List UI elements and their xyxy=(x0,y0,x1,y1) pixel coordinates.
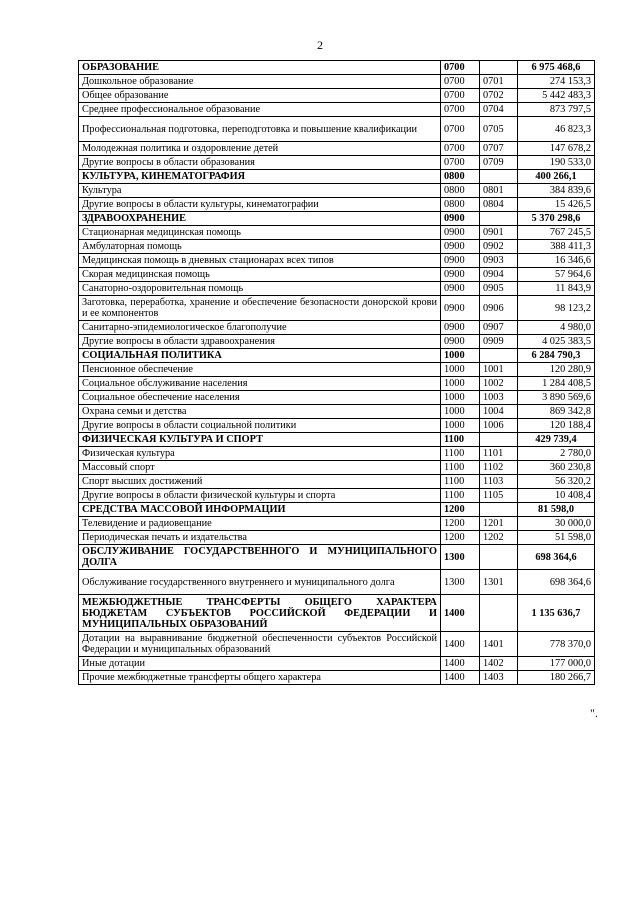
row-section-code-cell: 0900 xyxy=(441,254,480,268)
row-section-code-cell: 0900 xyxy=(441,212,480,226)
row-section-code-cell: 0700 xyxy=(441,142,480,156)
row-subsection-code-cell: 0904 xyxy=(480,268,518,282)
row-amount-cell: 1 284 408,5 xyxy=(518,377,595,391)
row-name-cell: МЕЖБЮДЖЕТНЫЕ ТРАНСФЕРТЫ ОБЩЕГО ХАРАКТЕРА БЮДЖЕТАМ СУБЪЕКТОВ РОССИЙСКОЙ ФЕДЕРАЦИИ И МУНИЦИПАЛЬНЫХ ОБРАЗОВАНИЙ xyxy=(79,595,441,632)
row-name-cell: Социальное обслуживание населения xyxy=(79,377,441,391)
section-row xyxy=(79,170,595,184)
row-section-code-cell: 0700 xyxy=(441,103,480,117)
row-name-cell: Спорт высших достижений xyxy=(79,475,441,489)
row-section-code-cell: 1100 xyxy=(441,433,480,447)
row-section-code-cell: 1000 xyxy=(441,363,480,377)
row-subsection-code-cell: 0909 xyxy=(480,335,518,349)
table-row xyxy=(79,391,595,405)
table-row xyxy=(79,489,595,503)
row-amount-cell: 120 280,9 xyxy=(518,363,595,377)
row-amount-cell: 778 370,0 xyxy=(518,632,595,657)
section-row xyxy=(79,433,595,447)
section-row xyxy=(79,595,595,632)
row-amount-cell: 56 320,2 xyxy=(518,475,595,489)
row-name-cell: Дошкольное образование xyxy=(79,75,441,89)
table-row xyxy=(79,103,595,117)
row-section-code-cell: 0700 xyxy=(441,117,480,142)
row-section-code-cell: 1300 xyxy=(441,570,480,595)
row-name-cell: Другие вопросы в области культуры, кинематографии xyxy=(79,198,441,212)
row-amount-cell: 698 364,6 xyxy=(518,545,595,570)
row-section-code-cell: 0700 xyxy=(441,61,480,75)
row-amount-cell: 3 890 569,6 xyxy=(518,391,595,405)
table-row xyxy=(79,517,595,531)
row-amount-cell: 16 346,6 xyxy=(518,254,595,268)
row-amount-cell: 873 797,5 xyxy=(518,103,595,117)
table-row xyxy=(79,447,595,461)
row-subsection-code-cell: 1004 xyxy=(480,405,518,419)
row-name-cell: ФИЗИЧЕСКАЯ КУЛЬТУРА И СПОРТ xyxy=(79,433,441,447)
row-section-code-cell: 0800 xyxy=(441,170,480,184)
row-amount-cell: 429 739,4 xyxy=(518,433,595,447)
row-name-cell: СОЦИАЛЬНАЯ ПОЛИТИКА xyxy=(79,349,441,363)
row-subsection-code-cell: 0705 xyxy=(480,117,518,142)
row-amount-cell: 274 153,3 xyxy=(518,75,595,89)
row-subsection-code-cell: 1403 xyxy=(480,671,518,685)
row-subsection-code-cell xyxy=(480,349,518,363)
row-subsection-code-cell xyxy=(480,545,518,570)
table-row xyxy=(79,89,595,103)
row-amount-cell: 180 266,7 xyxy=(518,671,595,685)
row-section-code-cell: 1400 xyxy=(441,595,480,632)
row-subsection-code-cell: 1202 xyxy=(480,531,518,545)
row-amount-cell: 767 245,5 xyxy=(518,226,595,240)
row-section-code-cell: 0800 xyxy=(441,198,480,212)
budget-table xyxy=(78,60,595,685)
row-section-code-cell: 1200 xyxy=(441,531,480,545)
row-section-code-cell: 1000 xyxy=(441,405,480,419)
row-amount-cell: 46 823,3 xyxy=(518,117,595,142)
table-row xyxy=(79,461,595,475)
row-subsection-code-cell: 0902 xyxy=(480,240,518,254)
table-row xyxy=(79,321,595,335)
row-subsection-code-cell xyxy=(480,170,518,184)
row-amount-cell: 5 442 483,3 xyxy=(518,89,595,103)
table-row xyxy=(79,475,595,489)
row-name-cell: Санаторно-оздоровительная помощь xyxy=(79,282,441,296)
row-subsection-code-cell: 0905 xyxy=(480,282,518,296)
row-section-code-cell: 1200 xyxy=(441,503,480,517)
table-row xyxy=(79,405,595,419)
table-row xyxy=(79,570,595,595)
row-amount-cell: 11 843,9 xyxy=(518,282,595,296)
page-number: 2 xyxy=(317,38,323,52)
table-row xyxy=(79,156,595,170)
row-subsection-code-cell xyxy=(480,595,518,632)
table-row xyxy=(79,335,595,349)
row-subsection-code-cell: 1402 xyxy=(480,657,518,671)
row-section-code-cell: 0900 xyxy=(441,240,480,254)
row-section-code-cell: 0700 xyxy=(441,75,480,89)
row-amount-cell: 51 598,0 xyxy=(518,531,595,545)
row-name-cell: Физическая культура xyxy=(79,447,441,461)
row-name-cell: Заготовка, переработка, хранение и обеспечение безопасности донорской крови и ее компонентов xyxy=(79,296,441,321)
table-row xyxy=(79,419,595,433)
table-row xyxy=(79,363,595,377)
row-subsection-code-cell: 1401 xyxy=(480,632,518,657)
row-name-cell: Санитарно-эпидемиологическое благополучие xyxy=(79,321,441,335)
row-section-code-cell: 0900 xyxy=(441,226,480,240)
row-name-cell: Социальное обеспечение населения xyxy=(79,391,441,405)
row-section-code-cell: 0900 xyxy=(441,335,480,349)
row-subsection-code-cell: 1006 xyxy=(480,419,518,433)
row-section-code-cell: 1400 xyxy=(441,632,480,657)
row-section-code-cell: 1100 xyxy=(441,475,480,489)
row-name-cell: Общее образование xyxy=(79,89,441,103)
table-row xyxy=(79,632,595,657)
row-name-cell: Иные дотации xyxy=(79,657,441,671)
row-section-code-cell: 1400 xyxy=(441,657,480,671)
table-row xyxy=(79,254,595,268)
row-name-cell: СРЕДСТВА МАССОВОЙ ИНФОРМАЦИИ xyxy=(79,503,441,517)
row-subsection-code-cell: 0901 xyxy=(480,226,518,240)
section-row xyxy=(79,545,595,570)
section-row xyxy=(79,61,595,75)
row-section-code-cell: 0900 xyxy=(441,282,480,296)
row-section-code-cell: 1100 xyxy=(441,489,480,503)
row-subsection-code-cell: 0704 xyxy=(480,103,518,117)
row-name-cell: ОБСЛУЖИВАНИЕ ГОСУДАРСТВЕННОГО И МУНИЦИПАЛЬНОГО ДОЛГА xyxy=(79,545,441,570)
row-name-cell: Медицинская помощь в дневных стационарах всех типов xyxy=(79,254,441,268)
row-name-cell: Другие вопросы в области социальной политики xyxy=(79,419,441,433)
row-subsection-code-cell: 0801 xyxy=(480,184,518,198)
row-subsection-code-cell: 1103 xyxy=(480,475,518,489)
row-name-cell: КУЛЬТУРА, КИНЕМАТОГРАФИЯ xyxy=(79,170,441,184)
row-amount-cell: 6 975 468,6 xyxy=(518,61,595,75)
table-row xyxy=(79,377,595,391)
table-row xyxy=(79,531,595,545)
row-name-cell: Телевидение и радиовещание xyxy=(79,517,441,531)
row-amount-cell: 10 408,4 xyxy=(518,489,595,503)
row-name-cell: Дотации на выравнивание бюджетной обеспеченности субъектов Российской Федерации и муниципальных образований xyxy=(79,632,441,657)
row-name-cell: Периодическая печать и издательства xyxy=(79,531,441,545)
row-amount-cell: 384 839,6 xyxy=(518,184,595,198)
row-section-code-cell: 1100 xyxy=(441,461,480,475)
row-amount-cell: 177 000,0 xyxy=(518,657,595,671)
row-name-cell: Массовый спорт xyxy=(79,461,441,475)
row-subsection-code-cell: 0903 xyxy=(480,254,518,268)
row-subsection-code-cell: 0906 xyxy=(480,296,518,321)
row-section-code-cell: 1000 xyxy=(441,377,480,391)
row-amount-cell: 30 000,0 xyxy=(518,517,595,531)
row-subsection-code-cell: 1002 xyxy=(480,377,518,391)
row-amount-cell: 4 025 383,5 xyxy=(518,335,595,349)
row-amount-cell: 360 230,8 xyxy=(518,461,595,475)
row-name-cell: Профессиональная подготовка, переподготовка и повышение квалификации xyxy=(79,117,441,142)
row-subsection-code-cell: 0709 xyxy=(480,156,518,170)
row-section-code-cell: 1000 xyxy=(441,349,480,363)
row-amount-cell: 120 188,4 xyxy=(518,419,595,433)
row-name-cell: Охрана семьи и детства xyxy=(79,405,441,419)
row-subsection-code-cell: 1101 xyxy=(480,447,518,461)
row-name-cell: Прочие межбюджетные трансферты общего характера xyxy=(79,671,441,685)
row-name-cell: ЗДРАВООХРАНЕНИЕ xyxy=(79,212,441,226)
row-subsection-code-cell: 1003 xyxy=(480,391,518,405)
row-subsection-code-cell: 1105 xyxy=(480,489,518,503)
table-row xyxy=(79,184,595,198)
row-amount-cell: 147 678,2 xyxy=(518,142,595,156)
row-subsection-code-cell xyxy=(480,212,518,226)
table-row xyxy=(79,226,595,240)
table-row xyxy=(79,198,595,212)
row-section-code-cell: 0700 xyxy=(441,156,480,170)
section-row xyxy=(79,503,595,517)
row-amount-cell: 190 533,0 xyxy=(518,156,595,170)
row-name-cell: Другие вопросы в области здравоохранения xyxy=(79,335,441,349)
row-section-code-cell: 1100 xyxy=(441,447,480,461)
table-row xyxy=(79,268,595,282)
row-section-code-cell: 1400 xyxy=(441,671,480,685)
row-name-cell: Другие вопросы в области образования xyxy=(79,156,441,170)
row-amount-cell: 98 123,2 xyxy=(518,296,595,321)
row-section-code-cell: 0900 xyxy=(441,296,480,321)
row-section-code-cell: 1300 xyxy=(441,545,480,570)
section-row xyxy=(79,212,595,226)
row-name-cell: Другие вопросы в области физической культуры и спорта xyxy=(79,489,441,503)
row-subsection-code-cell: 1201 xyxy=(480,517,518,531)
row-amount-cell: 698 364,6 xyxy=(518,570,595,595)
row-subsection-code-cell: 0702 xyxy=(480,89,518,103)
row-name-cell: Обслуживание государственного внутреннего и муниципального долга xyxy=(79,570,441,595)
row-amount-cell: 4 980,0 xyxy=(518,321,595,335)
row-amount-cell: 57 964,6 xyxy=(518,268,595,282)
table-row xyxy=(79,282,595,296)
section-row xyxy=(79,349,595,363)
row-name-cell: Стационарная медицинская помощь xyxy=(79,226,441,240)
row-section-code-cell: 0900 xyxy=(441,268,480,282)
row-subsection-code-cell xyxy=(480,503,518,517)
row-amount-cell: 15 426,5 xyxy=(518,198,595,212)
table-row xyxy=(79,240,595,254)
row-subsection-code-cell: 1102 xyxy=(480,461,518,475)
table-row xyxy=(79,657,595,671)
row-subsection-code-cell: 0907 xyxy=(480,321,518,335)
row-amount-cell: 5 370 298,6 xyxy=(518,212,595,226)
row-amount-cell: 2 780,0 xyxy=(518,447,595,461)
table-row xyxy=(79,671,595,685)
row-section-code-cell: 0900 xyxy=(441,321,480,335)
row-subsection-code-cell xyxy=(480,433,518,447)
row-name-cell: Среднее профессиональное образование xyxy=(79,103,441,117)
table-row xyxy=(79,75,595,89)
row-section-code-cell: 1000 xyxy=(441,391,480,405)
row-name-cell: Пенсионное обеспечение xyxy=(79,363,441,377)
row-section-code-cell: 1000 xyxy=(441,419,480,433)
budget-table-body xyxy=(79,61,595,685)
row-subsection-code-cell: 0707 xyxy=(480,142,518,156)
table-row xyxy=(79,296,595,321)
row-amount-cell: 400 266,1 xyxy=(518,170,595,184)
closing-quote-mark: ". xyxy=(590,706,598,720)
row-amount-cell: 1 135 636,7 xyxy=(518,595,595,632)
row-subsection-code-cell: 1301 xyxy=(480,570,518,595)
table-row xyxy=(79,117,595,142)
row-subsection-code-cell: 1001 xyxy=(480,363,518,377)
row-amount-cell: 81 598,0 xyxy=(518,503,595,517)
row-amount-cell: 869 342,8 xyxy=(518,405,595,419)
row-section-code-cell: 0700 xyxy=(441,89,480,103)
row-name-cell: Скорая медицинская помощь xyxy=(79,268,441,282)
row-amount-cell: 6 284 790,3 xyxy=(518,349,595,363)
row-name-cell: ОБРАЗОВАНИЕ xyxy=(79,61,441,75)
row-section-code-cell: 0800 xyxy=(441,184,480,198)
row-name-cell: Амбулаторная помощь xyxy=(79,240,441,254)
row-subsection-code-cell xyxy=(480,61,518,75)
row-name-cell: Культура xyxy=(79,184,441,198)
row-subsection-code-cell: 0804 xyxy=(480,198,518,212)
row-section-code-cell: 1200 xyxy=(441,517,480,531)
row-name-cell: Молодежная политика и оздоровление детей xyxy=(79,142,441,156)
row-subsection-code-cell: 0701 xyxy=(480,75,518,89)
row-amount-cell: 388 411,3 xyxy=(518,240,595,254)
table-row xyxy=(79,142,595,156)
